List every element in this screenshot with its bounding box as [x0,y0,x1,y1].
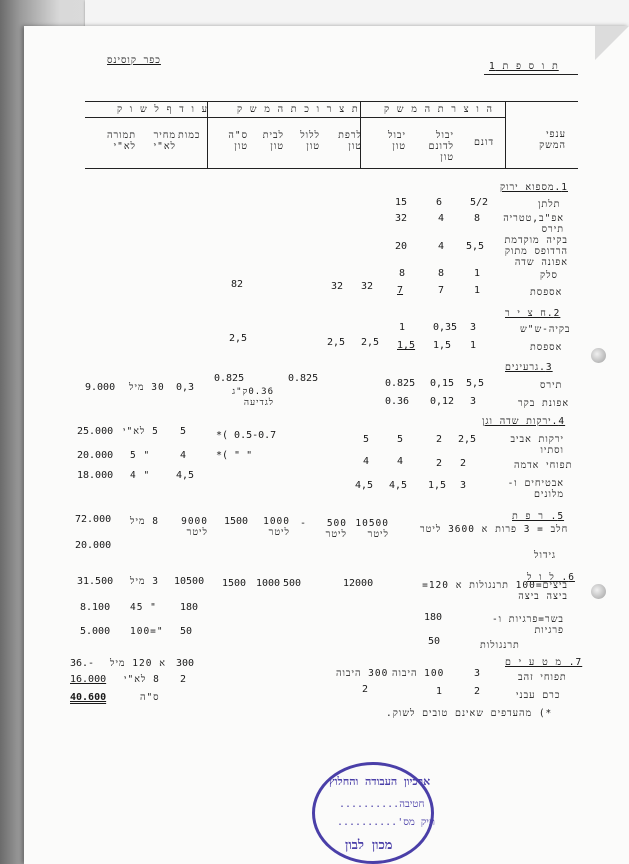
cell-dunam: 5,5 [466,241,485,252]
branches-header: ענפי המשק [539,129,566,151]
dairy-header: לרפת טון [338,130,362,152]
section-title: 6. ל ו ל [527,572,575,583]
cell-total-consumption: 1500 [224,516,249,527]
cell-yield: 300 היבוה [336,668,389,679]
cell-price: "=100 [130,626,164,637]
amount-header: כמות [178,130,201,141]
cell-yield: 0.36 [385,396,410,407]
cell-total-consumption: 4,5 [355,480,374,491]
row-name: סלק [540,270,558,281]
stamp-line: חטיבה.......... [339,799,425,810]
cell-home: *( " " [216,450,253,461]
row-name: תפוחי זהב [518,672,567,683]
section-title: 3.גרעינים [505,362,553,373]
cell-home: 1000 ליטר [263,516,290,538]
cell-yield: 5 [397,434,404,445]
cell-amount: 9000 ליטר [181,516,208,538]
cell-price: 5 לא"י [123,426,159,437]
cell-amount: 50 [180,626,193,637]
cell-price: 8 לא"י [124,674,160,685]
cell-yield-dunam: 2 [436,458,443,469]
cell-dunam: 3 [470,322,477,333]
cell-dunam: 2,5 [458,434,477,445]
cell-yield: 15 [395,197,408,208]
row-name: אפ"ב,טטריה תירס [503,213,564,235]
cell-yield-dunam: 2 [436,434,443,445]
cell-yield: 2 [362,684,369,695]
underlying-sheet [85,0,629,28]
cell-poultry: 0.825 [288,373,319,384]
total-value: 40.600 [70,692,107,703]
cell-dairy: 2,5 [327,337,346,348]
cell-price: 3 מיל [130,576,160,587]
cell-value: 20.000 [77,450,114,461]
cell-value: 25.000 [77,426,114,437]
row-name: אספסת [530,287,563,298]
cell-amount: 4,5 [176,470,195,481]
cell-yield: 32 [395,213,408,224]
cell-yield: 0.825 [385,378,416,389]
cell-home: 1500 [222,578,247,589]
row-name: תלתן [538,199,561,210]
stamp-line: מכון לבון [345,838,393,853]
cell-yield: 4,5 [389,480,408,491]
punch-hole [591,584,606,599]
section-title: 5. ר פ ת [512,511,565,522]
cell-home: 0.825 [214,373,245,384]
cell-amount: 0,3 [176,382,195,393]
cell-value: 16.000 [70,674,107,685]
cell-price: " 5 [130,450,151,461]
row-name: תפוחי אדמה [514,460,573,471]
cell-price: " 45 [130,602,157,613]
punch-hole [591,348,606,363]
cell-home: *( 0.5-0.7 [216,430,277,441]
cell-yield-dunam: 4 [438,241,445,252]
cell-amount: 4 [180,450,187,461]
cell-yield: 1 [399,322,406,333]
production-header: ה ו צ ר ת ה מ ש ק [384,104,493,115]
section-title: 1.מספוא ירוק [500,182,568,193]
cell-home: 2,5 [229,333,248,344]
row-name: בקיה מוקדמת הרדופס מתוק אפונה שדה [504,235,568,268]
row-name: אבטיחים ו- מלונים [507,478,564,500]
group-rule [85,117,505,118]
cell-value: 18.000 [77,470,114,481]
footnote: *) מהעדפים שאינם טובים לשוק. [386,708,553,719]
cell-value: 5.000 [80,626,111,637]
cell-poultry: - [300,518,307,529]
cell-amount: 2 [180,674,187,685]
cell-dunam: 5/2 [470,197,489,208]
row-name: חלב = 3 פרות א 3600 ליטר [420,524,569,535]
cell-dunam: 5,5 [466,378,485,389]
cell-yield-dunam: 1 [436,686,443,697]
yield-total-header: יבול טון [388,130,406,152]
cell-yield-dunam: 8 [438,268,445,279]
cell-dunam: 1 [474,285,481,296]
total-label: ס"ה [140,692,160,703]
cell-value: 31.500 [77,576,114,587]
row-name: בשר=פרגיות ו- פרגיות [491,614,564,636]
section-title: 2.ח צ י ר [505,308,561,319]
cell-yield-dunam: 100 היבוה [392,668,445,679]
row-name: ירקות אביב וסתיו [510,434,564,456]
cell-value: 20.000 [75,540,112,551]
row-name: ביצים=100 תרנגולות א 120= ביצה ביצה [422,580,568,602]
cell-amount: 10500 [174,576,205,587]
yield-per-dunam-header: יבול לדונם טון [428,130,454,163]
column-divider [505,101,506,168]
cell-yield: 7 [397,285,404,296]
cell-dunam: 8 [474,213,481,224]
table-head-bottom-rule [85,168,578,169]
cell-home: 82 [231,279,244,290]
cell-value: 36.- [70,658,95,669]
cell-dunam: 3 [460,480,467,491]
cell-yield-dunam: 4 [438,213,445,224]
cell-dunam: 3 [470,396,477,407]
cell-yield: 4 [397,456,404,467]
cell-home-note: 0.36ק"ג לגדיעה [232,387,274,408]
cell-yield: 8 [399,268,406,279]
cell-yield: 50 [428,636,441,647]
cell-yield: 20 [395,241,408,252]
cell-yield-dunam: 7 [438,285,445,296]
appendix-title: ת ו ס פ ת 1 [489,61,559,72]
cell-yield-dunam: 0,35 [433,322,458,333]
header-rule [484,74,578,75]
cell-price: 30 מיל [129,382,165,393]
row-name: בקיה-ש"ש [520,324,571,335]
cell-yield-dunam: 0,12 [430,396,455,407]
cell-yield-dunam: 0,15 [430,378,455,389]
page-corner-fold [595,26,629,60]
row-name: גידול [534,550,557,561]
stamp-line: תיק מס'.......... [337,817,435,828]
cell-value: 72.000 [75,514,112,525]
cell-total-consumption: 2,5 [361,337,380,348]
surplus-header: ע ו ד ף ל ש ו ק [117,104,209,115]
cell-value: 8.100 [80,602,111,613]
cell-yield: 12000 [343,578,374,589]
dunam-header: דונם [474,137,495,148]
cell-yield-dunam: 1,5 [433,340,452,351]
price-header: מחיר לא"י [153,130,176,152]
row-name: אספסת [530,342,563,353]
cell-amount: 180 [180,602,199,613]
cell-dairy: 500 [283,578,302,589]
cell-total-consumption: 4 [363,456,370,467]
home-header: לבית טון [262,130,284,152]
cell-dunam: 2 [474,686,481,697]
cell-yield: 180 [424,612,443,623]
cell-dairy: 500 ליטר [325,518,347,540]
section-title: 7. מ ט ע י ם [505,657,583,668]
cell-yield: 1,5 [397,340,416,351]
stamp-line: ארכיון העבודה והחלוץ [329,775,431,788]
consumption-header: ת צ ר ו כ ת ה מ ש ק [237,104,359,115]
cell-dunam: 3 [474,668,481,679]
poultry-header: ללול טון [300,130,320,152]
cell-total-consumption: 32 [361,281,374,292]
archive-stamp [312,762,434,864]
cell-amount: 5 [180,426,187,437]
cell-yield: 10500 ליטר [355,518,389,540]
cell-yield-dunam: 1,5 [428,480,447,491]
cell-total-consumption: 5 [363,434,370,445]
cell-amount: 300 [176,658,195,669]
row-name: אפונת בקר [518,398,570,409]
cell-dunam: 2 [460,458,467,469]
cell-price: " 4 [130,470,151,481]
row-name: תרנגולות [480,640,520,651]
cell-yield-dunam: 6 [436,197,443,208]
cell-value: 9.000 [85,382,116,393]
cell-dairy: 32 [331,281,344,292]
total-header: ס"ה טון [228,130,248,152]
cell-dunam: 1 [470,340,477,351]
section-title: 4.ירקות שדה וגן [482,416,566,427]
cell-price: א 120 מיל [110,658,166,669]
row-name: תירס [540,380,563,391]
cell-poultry: 1000 [256,578,281,589]
cell-dunam: 1 [474,268,481,279]
cell-price: 8 מיל [130,516,160,527]
kibbutz-name: כפר קוסינס [107,55,161,66]
row-name: כרם עבני [516,690,561,701]
value-header: תמורה לא"י [107,130,136,152]
